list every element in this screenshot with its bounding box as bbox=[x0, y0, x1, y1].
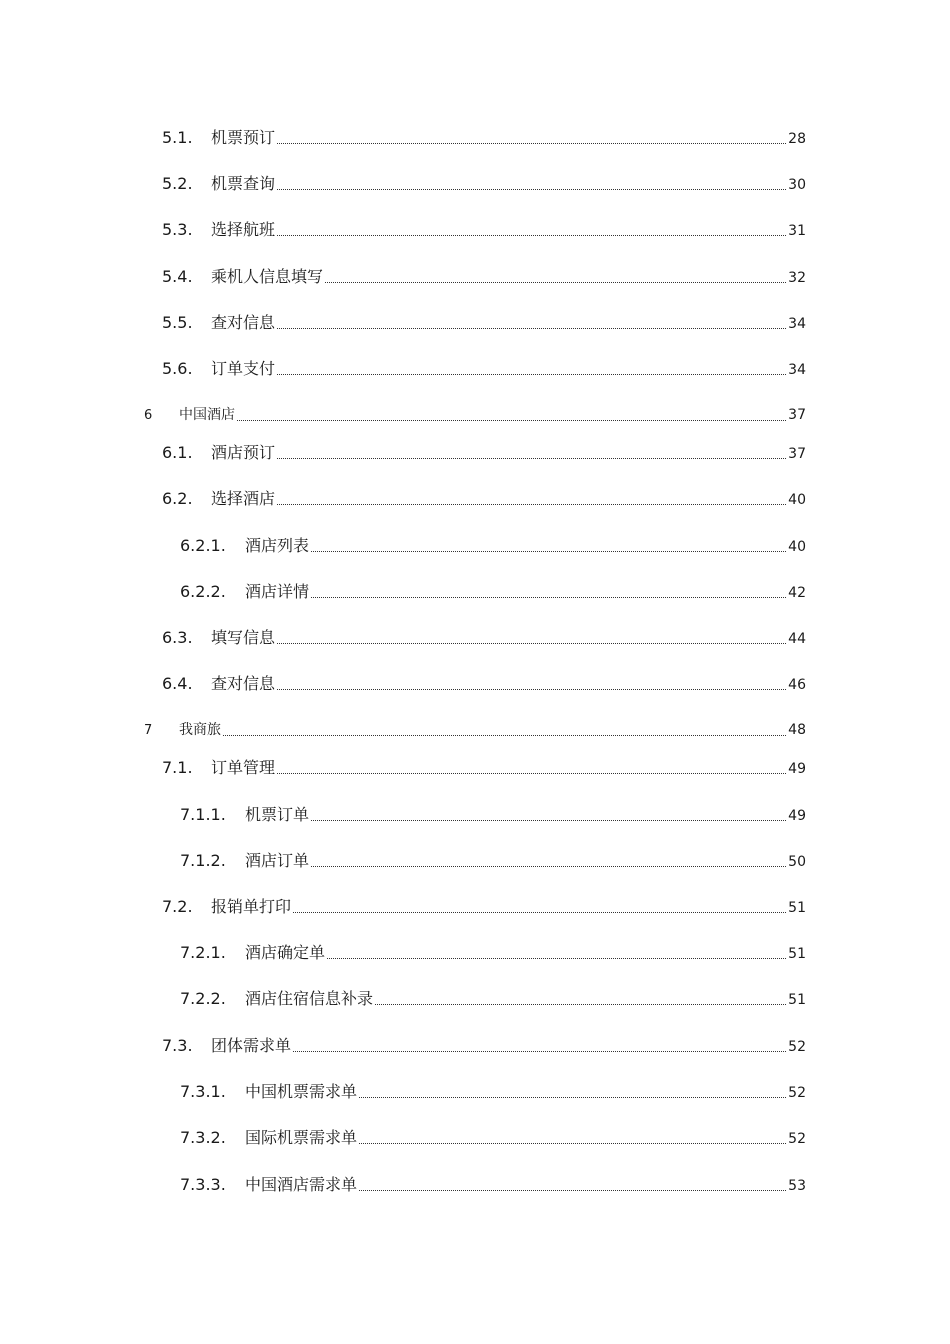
toc-entry-title: 酒店预订 bbox=[211, 443, 276, 462]
toc-entry-number: 6.2.2. bbox=[180, 582, 226, 601]
toc-entry-title: 中国酒店需求单 bbox=[245, 1175, 358, 1194]
toc-entry[interactable] bbox=[180, 536, 806, 556]
toc-dot-leader bbox=[277, 689, 786, 690]
toc-entry[interactable] bbox=[162, 674, 806, 694]
toc-entry-number: 5.3. bbox=[162, 220, 193, 239]
toc-entry-title: 乘机人信息填写 bbox=[211, 267, 324, 286]
toc-entry-page-number: 34 bbox=[788, 316, 806, 332]
toc-entry-page-number: 42 bbox=[788, 585, 806, 601]
toc-entry-page-number: 40 bbox=[788, 539, 806, 555]
toc-dot-leader bbox=[359, 1190, 786, 1191]
toc-entry-title: 酒店住宿信息补录 bbox=[245, 989, 374, 1008]
toc-dot-leader bbox=[277, 643, 786, 644]
toc-entry[interactable] bbox=[162, 128, 806, 148]
toc-entry-page-number: 51 bbox=[788, 900, 806, 916]
toc-entry[interactable] bbox=[162, 489, 806, 509]
toc-entry-page-number: 34 bbox=[788, 362, 806, 378]
toc-entry-title: 订单支付 bbox=[211, 359, 276, 378]
toc-dot-leader bbox=[277, 773, 786, 774]
toc-entry-page-number: 44 bbox=[788, 631, 806, 647]
toc-dot-leader bbox=[277, 235, 786, 236]
toc-entry-title: 酒店确定单 bbox=[245, 943, 326, 962]
toc-entry-title: 国际机票需求单 bbox=[245, 1128, 358, 1147]
toc-entry-title: 机票订单 bbox=[245, 805, 310, 824]
toc-entry[interactable] bbox=[180, 582, 806, 602]
toc-entry[interactable] bbox=[162, 220, 806, 240]
toc-entry-page-number: 50 bbox=[788, 854, 806, 870]
toc-entry-number: 7.2. bbox=[162, 897, 193, 916]
toc-entry-number: 6.2. bbox=[162, 489, 193, 508]
toc-entry-page-number: 48 bbox=[788, 722, 806, 738]
toc-entry-number: 6.1. bbox=[162, 443, 193, 462]
toc-dot-leader bbox=[375, 1004, 786, 1005]
toc-dot-leader bbox=[277, 189, 786, 190]
toc-entry[interactable] bbox=[180, 851, 806, 871]
toc-entry-page-number: 51 bbox=[788, 992, 806, 1008]
toc-entry-title: 选择航班 bbox=[211, 220, 276, 239]
toc-dot-leader bbox=[359, 1097, 786, 1098]
toc-entry-title: 查对信息 bbox=[211, 674, 276, 693]
toc-entry-page-number: 51 bbox=[788, 946, 806, 962]
toc-entry[interactable] bbox=[162, 174, 806, 194]
toc-entry-page-number: 52 bbox=[788, 1085, 806, 1101]
toc-entry[interactable] bbox=[180, 805, 806, 825]
toc-dot-leader bbox=[311, 551, 786, 552]
toc-entry-number: 6.3. bbox=[162, 628, 193, 647]
toc-entry[interactable] bbox=[162, 267, 806, 287]
toc-entry[interactable] bbox=[180, 943, 806, 963]
toc-dot-leader bbox=[277, 458, 786, 459]
toc-dot-leader bbox=[311, 597, 786, 598]
toc-entry-number: 6 bbox=[144, 408, 153, 423]
toc-dot-leader bbox=[325, 282, 786, 283]
toc-entry-page-number: 53 bbox=[788, 1178, 806, 1194]
toc-entry-title: 填写信息 bbox=[211, 628, 276, 647]
toc-entry-number: 7.1. bbox=[162, 758, 193, 777]
toc-entry-title: 机票查询 bbox=[211, 174, 276, 193]
toc-dot-leader bbox=[277, 328, 786, 329]
toc-entry-number: 7.2.1. bbox=[180, 943, 226, 962]
toc-entry[interactable] bbox=[144, 720, 806, 740]
toc-entry-page-number: 46 bbox=[788, 677, 806, 693]
toc-entry[interactable] bbox=[144, 405, 806, 425]
toc-entry-title: 酒店订单 bbox=[245, 851, 310, 870]
toc-entry-page-number: 49 bbox=[788, 808, 806, 824]
toc-entry-page-number: 52 bbox=[788, 1131, 806, 1147]
toc-dot-leader bbox=[223, 735, 786, 736]
toc-entry-number: 7.1.2. bbox=[180, 851, 226, 870]
toc-entry-number: 7.1.1. bbox=[180, 805, 226, 824]
toc-entry-number: 5.5. bbox=[162, 313, 193, 332]
toc-entry-title: 订单管理 bbox=[211, 758, 276, 777]
toc-entry-title: 酒店列表 bbox=[245, 536, 310, 555]
toc-entry-number: 5.4. bbox=[162, 267, 193, 286]
toc-entry[interactable] bbox=[180, 1128, 806, 1148]
toc-entry[interactable] bbox=[180, 1175, 806, 1195]
toc-entry-title: 选择酒店 bbox=[211, 489, 276, 508]
toc-entry-page-number: 52 bbox=[788, 1039, 806, 1055]
toc-entry-number: 6.2.1. bbox=[180, 536, 226, 555]
toc-entry-title: 我商旅 bbox=[179, 722, 221, 738]
toc-entry-page-number: 40 bbox=[788, 492, 806, 508]
toc-dot-leader bbox=[359, 1143, 786, 1144]
toc-entry-number: 5.6. bbox=[162, 359, 193, 378]
toc-entry[interactable] bbox=[162, 897, 806, 917]
toc-dot-leader bbox=[311, 820, 786, 821]
toc-entry-title: 团体需求单 bbox=[211, 1036, 292, 1055]
toc-entry-title: 中国酒店 bbox=[179, 407, 235, 423]
toc-entry-number: 7 bbox=[144, 723, 153, 738]
toc-dot-leader bbox=[277, 504, 786, 505]
toc-entry-number: 7.3.3. bbox=[180, 1175, 226, 1194]
toc-entry-page-number: 28 bbox=[788, 131, 806, 147]
toc-entry[interactable] bbox=[180, 989, 806, 1009]
toc-entry-number: 7.2.2. bbox=[180, 989, 226, 1008]
toc-entry-number: 7.3. bbox=[162, 1036, 193, 1055]
toc-entry-title: 中国机票需求单 bbox=[245, 1082, 358, 1101]
toc-dot-leader bbox=[327, 958, 786, 959]
toc-entry[interactable] bbox=[162, 443, 806, 463]
toc-entry[interactable] bbox=[162, 359, 806, 379]
toc-dot-leader bbox=[277, 143, 786, 144]
toc-entry[interactable] bbox=[180, 1082, 806, 1102]
toc-entry-page-number: 37 bbox=[788, 446, 806, 462]
toc-entry-title: 报销单打印 bbox=[211, 897, 292, 916]
toc-dot-leader bbox=[293, 1051, 786, 1052]
toc-dot-leader bbox=[311, 866, 786, 867]
toc-entry-page-number: 49 bbox=[788, 761, 806, 777]
toc-dot-leader bbox=[277, 374, 786, 375]
toc-entry[interactable] bbox=[162, 758, 806, 778]
toc-entry-number: 7.3.2. bbox=[180, 1128, 226, 1147]
toc-entry-number: 6.4. bbox=[162, 674, 193, 693]
toc-entry-title: 机票预订 bbox=[211, 128, 276, 147]
toc-entry[interactable] bbox=[162, 1036, 806, 1056]
toc-entry-page-number: 37 bbox=[788, 407, 806, 423]
toc-entry-title: 查对信息 bbox=[211, 313, 276, 332]
toc-entry-page-number: 32 bbox=[788, 270, 806, 286]
toc-dot-leader bbox=[293, 912, 786, 913]
toc-entry-page-number: 30 bbox=[788, 177, 806, 193]
toc-dot-leader bbox=[237, 420, 786, 421]
toc-entry-title: 酒店详情 bbox=[245, 582, 310, 601]
toc-entry-number: 5.2. bbox=[162, 174, 193, 193]
toc-entry-number: 7.3.1. bbox=[180, 1082, 226, 1101]
toc-entry-number: 5.1. bbox=[162, 128, 193, 147]
toc-entry[interactable] bbox=[162, 628, 806, 648]
toc-entry-page-number: 31 bbox=[788, 223, 806, 239]
toc-entry[interactable] bbox=[162, 313, 806, 333]
